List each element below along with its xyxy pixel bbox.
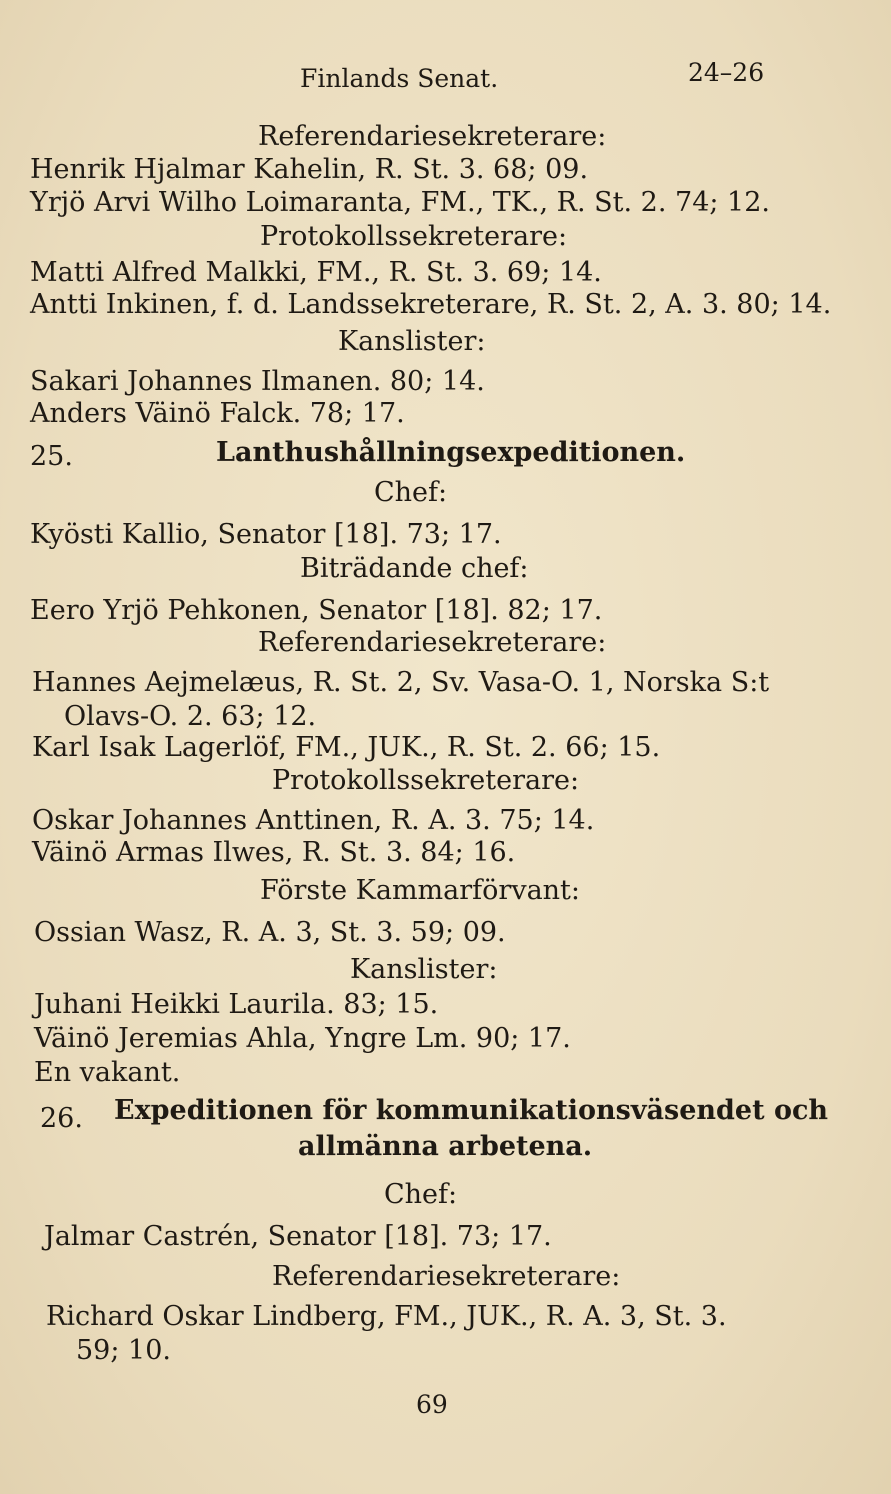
entry: Antti Inkinen, f. d. Landssekreterare, R. St. 2, A. 3. 80; 14. xyxy=(30,289,832,320)
entry: Väinö Armas Ilwes, R. St. 3. 84; 16. xyxy=(32,837,516,868)
entry: Juhani Heikki Laurila. 83; 15. xyxy=(34,989,439,1020)
entry: En vakant. xyxy=(34,1057,181,1088)
entry: Karl Isak Lagerlöf, FM., JUK., R. St. 2. 66; 15. xyxy=(32,732,661,763)
heading-protokollssekreterare: Protokollssekreterare: xyxy=(272,765,580,796)
heading-kanslister: Kanslister: xyxy=(338,326,486,357)
heading-kanslister: Kanslister: xyxy=(350,954,498,985)
entry: Väinö Jeremias Ahla, Yngre Lm. 90; 17. xyxy=(34,1023,571,1054)
heading-chef: Chef: xyxy=(374,477,448,508)
section-title-continuation: allmänna arbetena. xyxy=(298,1131,593,1162)
entry-continuation: Olavs-O. 2. 63; 12. xyxy=(64,701,317,732)
section-number: 25. xyxy=(30,441,73,472)
page-number: 69 xyxy=(416,1390,448,1419)
heading-chef: Chef: xyxy=(384,1179,458,1210)
section-number: 26. xyxy=(40,1103,83,1134)
entry: Oskar Johannes Anttinen, R. A. 3. 75; 14. xyxy=(32,805,595,836)
entry-continuation: 59; 10. xyxy=(76,1335,171,1366)
entry: Richard Oskar Lindberg, FM., JUK., R. A. 3, St. 3. xyxy=(46,1301,727,1332)
heading-forste-kammarforvant: Förste Kammarförvant: xyxy=(260,875,581,906)
page-range: 24–26 xyxy=(688,58,765,87)
entry: Sakari Johannes Ilmanen. 80; 14. xyxy=(30,366,485,397)
heading-referendariesekreterare: Referendariesekreterare: xyxy=(272,1261,621,1292)
heading-referendariesekreterare: Referendariesekreterare: xyxy=(258,627,607,658)
section-title: Lanthushållningsexpeditionen. xyxy=(216,437,686,468)
entry: Yrjö Arvi Wilho Loimaranta, FM., TK., R. St. 2. 74; 12. xyxy=(30,187,770,218)
entry: Anders Väinö Falck. 78; 17. xyxy=(30,398,405,429)
running-title: Finlands Senat. xyxy=(300,64,499,93)
section-title: Expeditionen för kommunikationsväsendet och xyxy=(114,1095,829,1126)
heading-protokollssekreterare: Protokollssekreterare: xyxy=(260,221,568,252)
heading-bitradande-chef: Biträdande chef: xyxy=(300,553,529,584)
entry: Eero Yrjö Pehkonen, Senator [18]. 82; 17. xyxy=(30,595,603,626)
entry: Hannes Aejmelæus, R. St. 2, Sv. Vasa-O. 1, Norska S:t xyxy=(32,667,770,698)
entry: Kyösti Kallio, Senator [18]. 73; 17. xyxy=(30,519,502,550)
entry: Ossian Wasz, R. A. 3, St. 3. 59; 09. xyxy=(34,917,506,948)
heading-referendariesekreterare: Referendariesekreterare: xyxy=(258,121,607,152)
entry: Henrik Hjalmar Kahelin, R. St. 3. 68; 09. xyxy=(30,154,589,185)
entry: Jalmar Castrén, Senator [18]. 73; 17. xyxy=(44,1221,552,1252)
entry: Matti Alfred Malkki, FM., R. St. 3. 69; 14. xyxy=(30,257,602,288)
